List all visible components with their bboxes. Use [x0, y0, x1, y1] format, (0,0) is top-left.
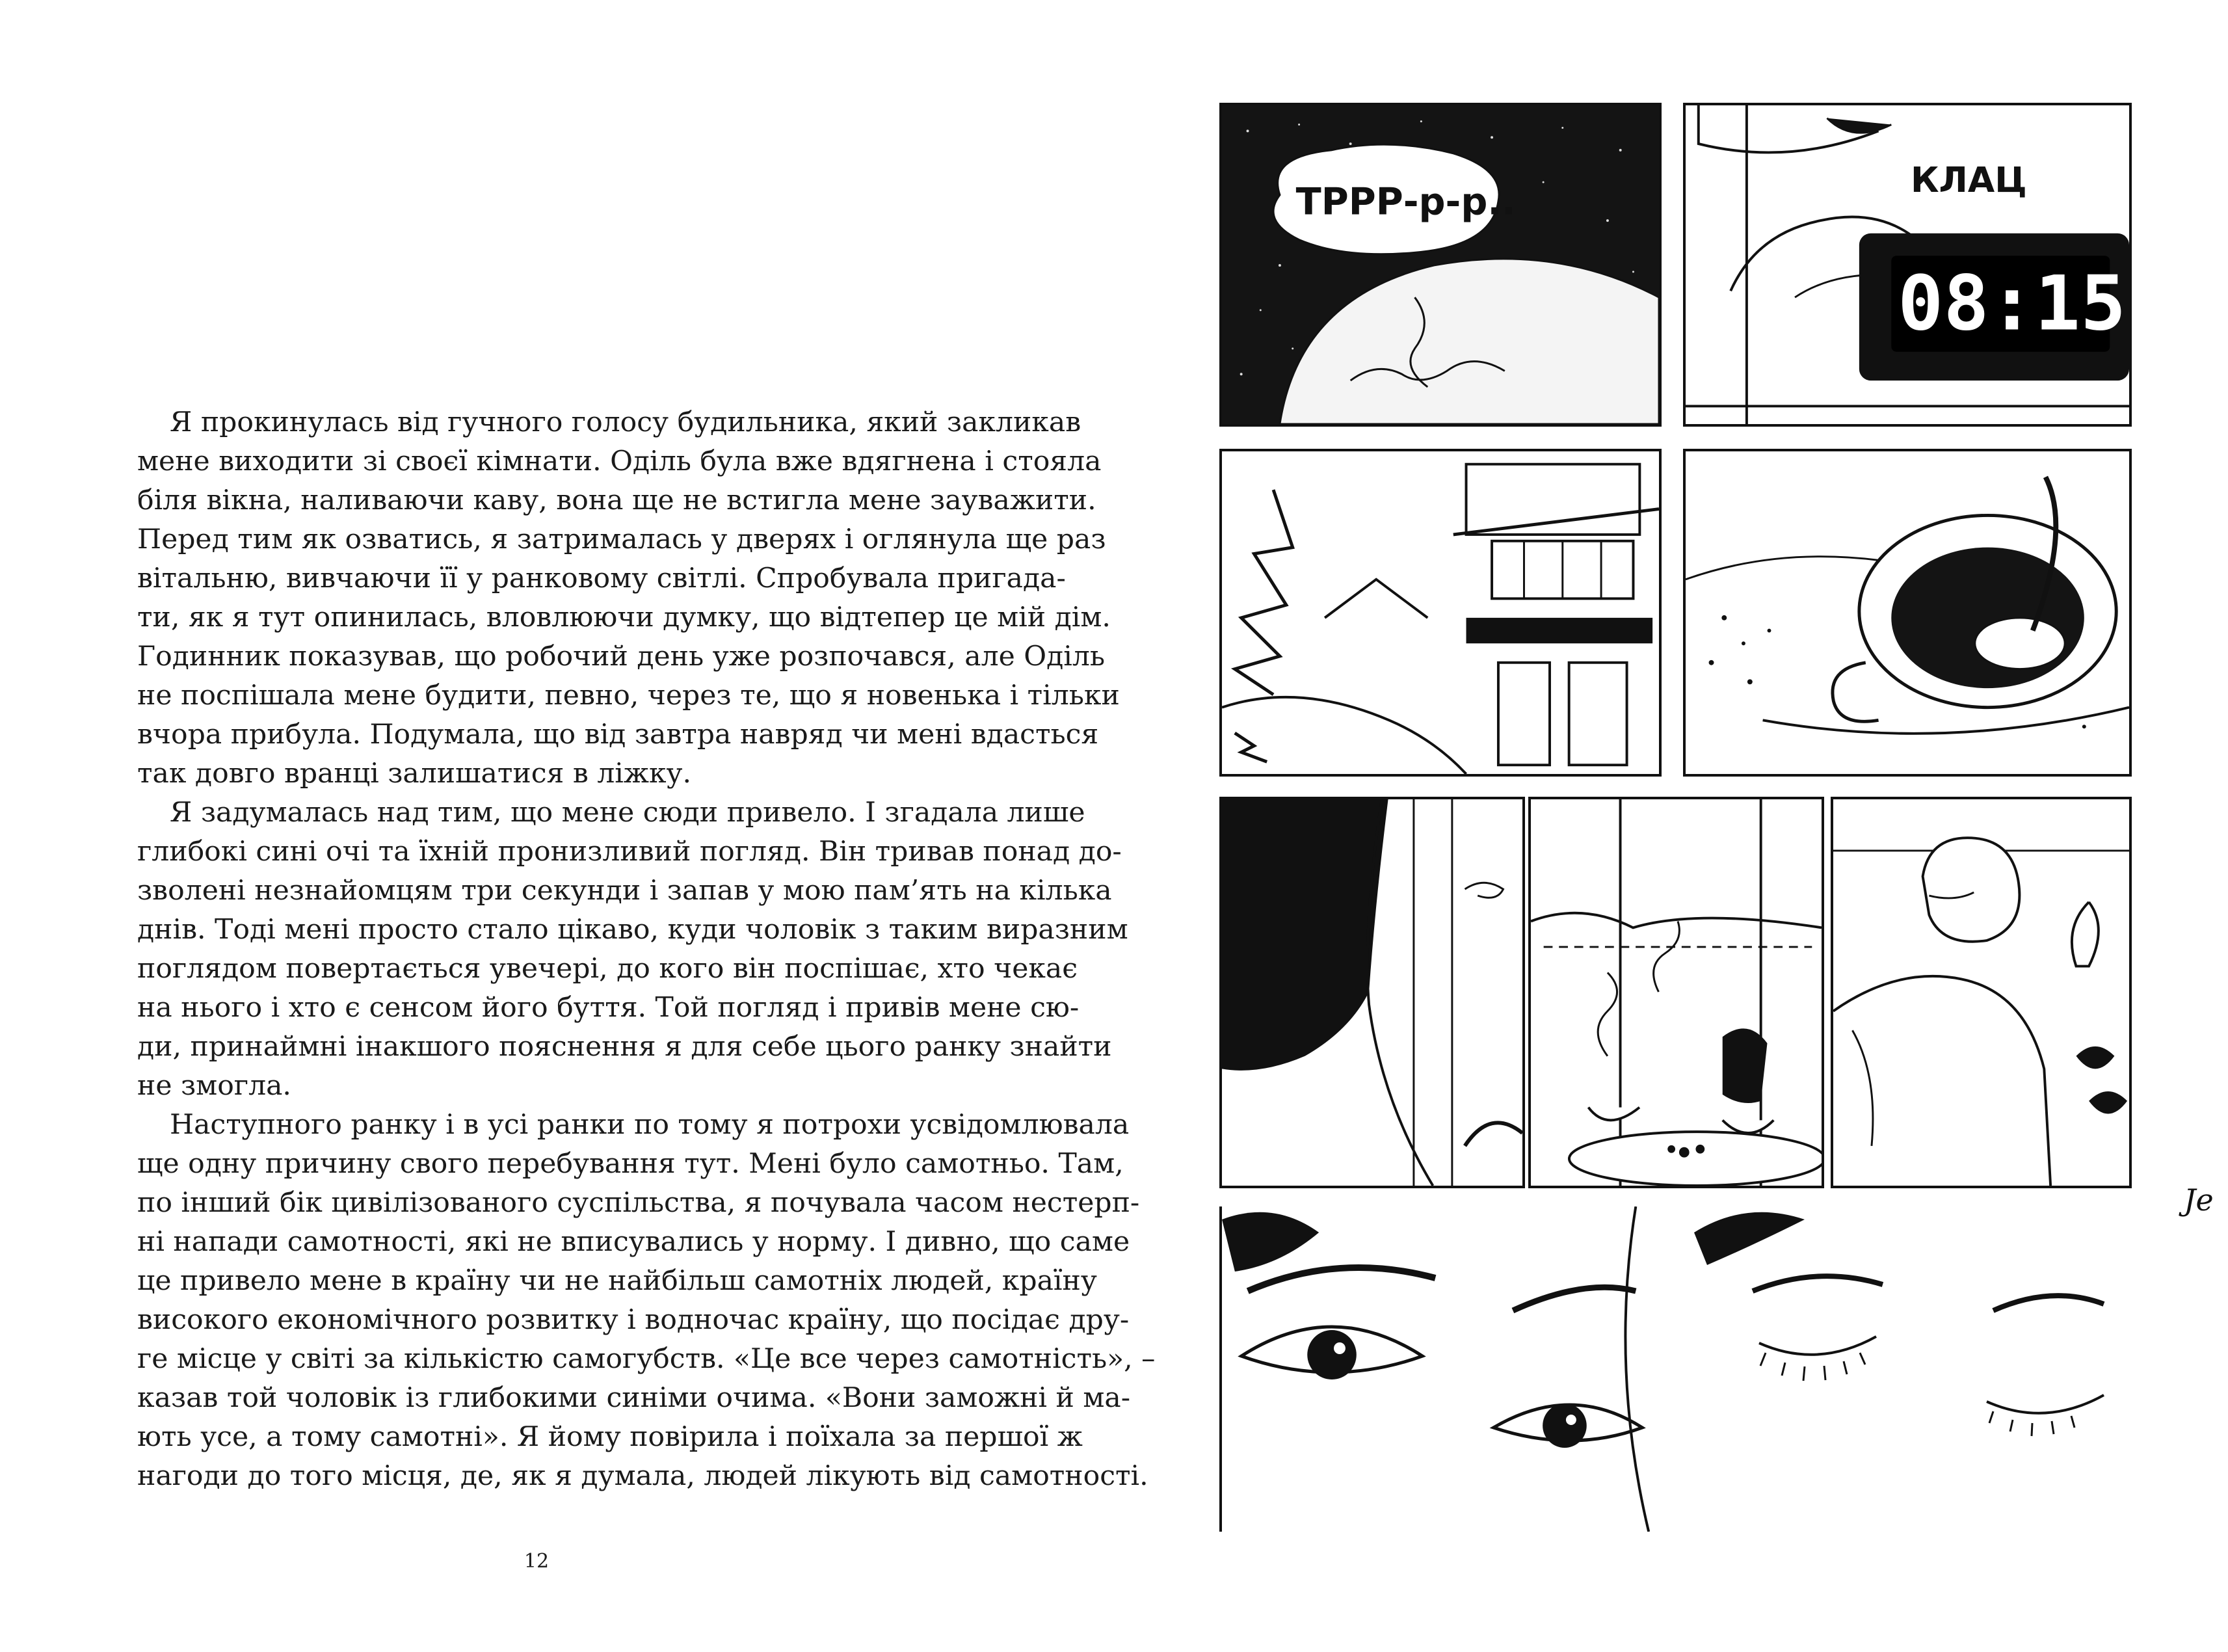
- text-line: вітальню, вивчаючи її у ранковому світлі. Спробувала пригада-: [137, 563, 1066, 594]
- text-line: так довго вранці залишатися в ліжку.: [137, 758, 692, 790]
- artist-signature: Je: [2184, 1182, 2214, 1218]
- text-line: це привело мене в країну чи не найбільш самотніх людей, країну: [137, 1265, 1097, 1297]
- text-line: нагоди до того місця, де, як я думала, людей лікують від самотності.: [137, 1460, 1148, 1492]
- text-line: ють усе, а тому самотні». Я йому повірила і поїхала за першої ж: [137, 1421, 1083, 1453]
- text-line: Я прокинулась від гучного голосу будильника, який закликав: [170, 406, 1081, 438]
- panel-coffee-cup: [1683, 449, 2132, 777]
- text-line: поглядом повертається увечері, до кого він поспішає, хто чекає: [137, 953, 1078, 985]
- text-line: Наступного ранку і в усі ранки по тому я потрохи усвідомлювала: [170, 1109, 1130, 1141]
- panel-woman-window: [1219, 797, 1525, 1188]
- sfx-alarm-ring: ТРРР-р-р..: [1295, 180, 1516, 224]
- text-line: ге місце у світі за кількістю самогубств. «Це все через самотність», –: [137, 1343, 1156, 1375]
- sfx-click: КЛАЦ: [1910, 159, 2027, 200]
- panel-house: [1219, 449, 1662, 777]
- text-line: ти, як я тут опинилась, вловлюючи думку, що відтепер це мій дім.: [137, 602, 1111, 633]
- page-number: 12: [524, 1550, 550, 1573]
- text-line: не поспішала мене будити, певно, через те, що я новенька і тільки: [137, 680, 1120, 712]
- panel-tea-table: [1528, 797, 1824, 1188]
- text-line: по інший бік цивілізованого суспільства, я почувала часом нестерп-: [137, 1187, 1140, 1219]
- paragraph-2: [137, 793, 1128, 1106]
- paragraph-1: [137, 403, 1120, 793]
- text-line: казав той чоловік із глибокими синіми очима. «Вони заможні й ма-: [137, 1382, 1131, 1414]
- text-line: Годинник показував, що робочий день уже розпочався, але Оділь: [137, 641, 1105, 673]
- text-line: зволені незнайомцям три секунди і запав у мою пам’ять на кілька: [137, 875, 1112, 907]
- text-line: днів. Тоді мені просто стало цікаво, куди чоловік з таким виразним: [137, 914, 1128, 946]
- text-line: ди, принаймні інакшого пояснення я для себе цього ранку знайти: [137, 1031, 1112, 1063]
- panel-eyes-closed: [1688, 1206, 2132, 1532]
- panel-older-woman: [1831, 797, 2132, 1188]
- panel-night-earth: [1219, 103, 1662, 427]
- text-line: не змогла.: [137, 1070, 291, 1102]
- text-line: біля вікна, наливаючи каву, вона ще не встигла мене зауважити.: [137, 485, 1096, 516]
- paragraph-3: [137, 1106, 1156, 1496]
- text-line: ні напади самотності, які не вписувались у норму. І дивно, що саме: [137, 1226, 1130, 1258]
- panel-eyes-open: [1219, 1206, 1671, 1532]
- clock-display: 08:15: [1898, 260, 2127, 348]
- text-line: Я задумалась над тим, що мене сюди привело. І згадала лише: [170, 797, 1085, 829]
- text-line: на нього і хто є сенсом його буття. Той погляд і привів мене сю-: [137, 992, 1080, 1024]
- text-line: високого економічного розвитку і водночас країну, що посідає дру-: [137, 1304, 1130, 1336]
- text-line: глибокі сині очі та їхній пронизливий погляд. Він тривав понад до-: [137, 836, 1122, 868]
- body-text: [137, 403, 1156, 1496]
- text-line: вчора прибула. Подумала, що від завтра навряд чи мені вдасться: [137, 719, 1099, 751]
- panel-alarm-clock: [1683, 103, 2132, 427]
- text-line: ще одну причину свого перебування тут. Мені було самотньо. Там,: [137, 1148, 1124, 1180]
- text-line: Перед тим як озватись, я затрималась у дверях і оглянула ще раз: [137, 524, 1106, 555]
- text-line: мене виходити зі своєї кімнати. Оділь була вже вдягнена і стояла: [137, 446, 1102, 477]
